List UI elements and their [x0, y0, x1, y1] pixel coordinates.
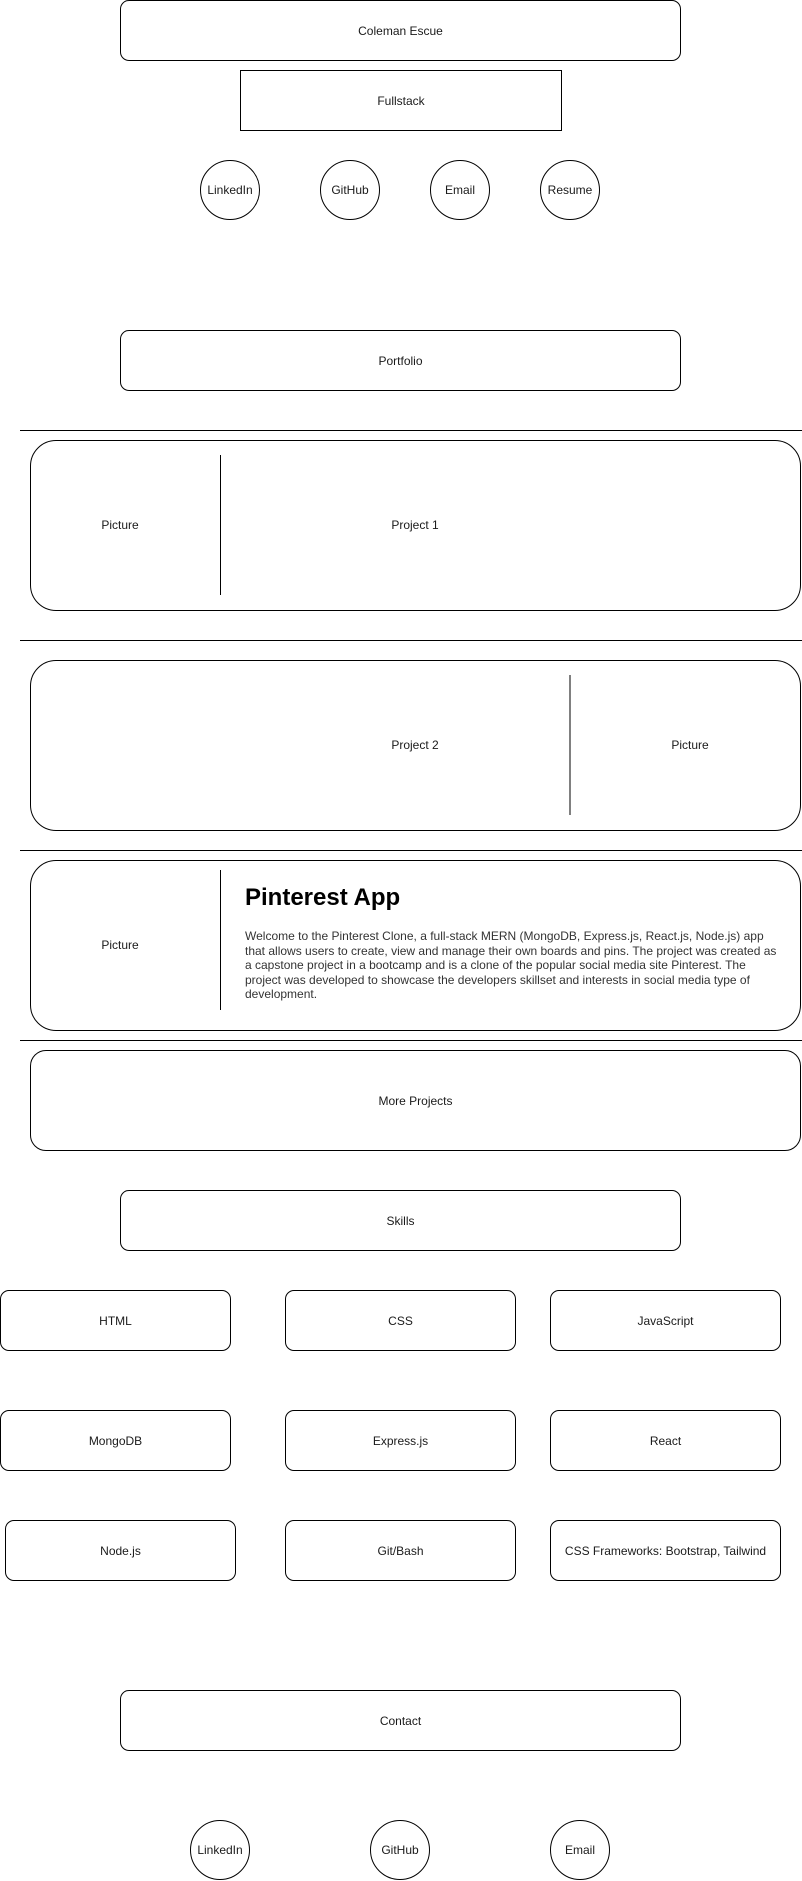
project-3-divider — [220, 870, 221, 1010]
section-divider — [20, 1040, 802, 1041]
skill-react — [550, 1410, 781, 1471]
resume-link-button[interactable] — [540, 160, 600, 220]
name-header — [120, 0, 681, 61]
skill-label: CSS — [388, 1313, 413, 1328]
name-text: Coleman Escue — [358, 23, 443, 38]
contact-email-button[interactable] — [550, 1820, 610, 1880]
contact-email-label: Email — [564, 1843, 595, 1857]
skill-javascript — [550, 1290, 781, 1351]
linkedin-label: LinkedIn — [207, 183, 253, 197]
project-1-divider — [220, 455, 221, 595]
section-divider — [20, 430, 802, 431]
role-box — [240, 70, 562, 131]
project-1-picture-placeholder: Picture — [101, 518, 139, 532]
contact-linkedin-label: LinkedIn — [197, 1843, 243, 1857]
section-divider — [20, 640, 802, 641]
skill-mongodb — [0, 1410, 231, 1471]
project-1-title: Project 1 — [391, 518, 439, 532]
skill-git-bash — [285, 1520, 516, 1581]
section-divider — [20, 850, 802, 851]
contact-heading-text: Contact — [379, 1713, 422, 1728]
project-3-title: Pinterest App — [245, 884, 401, 911]
project-2-picture-placeholder: Picture — [671, 738, 709, 752]
skills-heading — [120, 1190, 681, 1251]
project-2-title: Project 2 — [391, 738, 439, 752]
project-3-picture-placeholder: Picture — [101, 938, 139, 952]
skill-css-frameworks — [550, 1520, 781, 1581]
resume-label: Resume — [547, 183, 593, 197]
portfolio-heading-text: Portfolio — [378, 353, 423, 368]
skill-expressjs — [285, 1410, 516, 1471]
skill-label: Express.js — [372, 1433, 429, 1448]
skill-label: CSS Frameworks: Bootstrap, Tailwind — [564, 1543, 767, 1558]
skills-heading-text: Skills — [386, 1213, 415, 1228]
contact-linkedin-button[interactable] — [190, 1820, 250, 1880]
skill-nodejs — [5, 1520, 236, 1581]
skill-html — [0, 1290, 231, 1351]
project-3-description: Welcome to the Pinterest Clone, a full-stack MERN (MongoDB, Express.js, React.js, Node.js) app that allows users to create, view and manage their own boards and pins. The project was created as a capstone project in a bootcamp and is a clone of the popular social media site Pinterest. The project was developed to showcase the developers skillset and interests in social media type of development. — [245, 929, 777, 1001]
skill-label: MongoDB — [88, 1433, 143, 1448]
skill-label: Node.js — [100, 1543, 141, 1558]
skill-label: React — [649, 1433, 682, 1448]
more-projects-button[interactable] — [30, 1050, 801, 1151]
contact-heading — [120, 1690, 681, 1751]
skill-label: HTML — [99, 1313, 132, 1328]
email-label: Email — [444, 183, 475, 197]
role-text: Fullstack — [377, 93, 425, 108]
linkedin-link-button[interactable] — [200, 160, 260, 220]
contact-github-button[interactable] — [370, 1820, 430, 1880]
email-link-button[interactable] — [430, 160, 490, 220]
skill-css — [285, 1290, 516, 1351]
portfolio-heading — [120, 330, 681, 391]
more-projects-label: More Projects — [378, 1093, 453, 1108]
github-label: GitHub — [331, 183, 369, 197]
project-2-divider — [569, 675, 571, 815]
skill-label: JavaScript — [637, 1313, 694, 1328]
skill-label: Git/Bash — [377, 1543, 424, 1558]
github-link-button[interactable] — [320, 160, 380, 220]
contact-github-label: GitHub — [381, 1843, 419, 1857]
